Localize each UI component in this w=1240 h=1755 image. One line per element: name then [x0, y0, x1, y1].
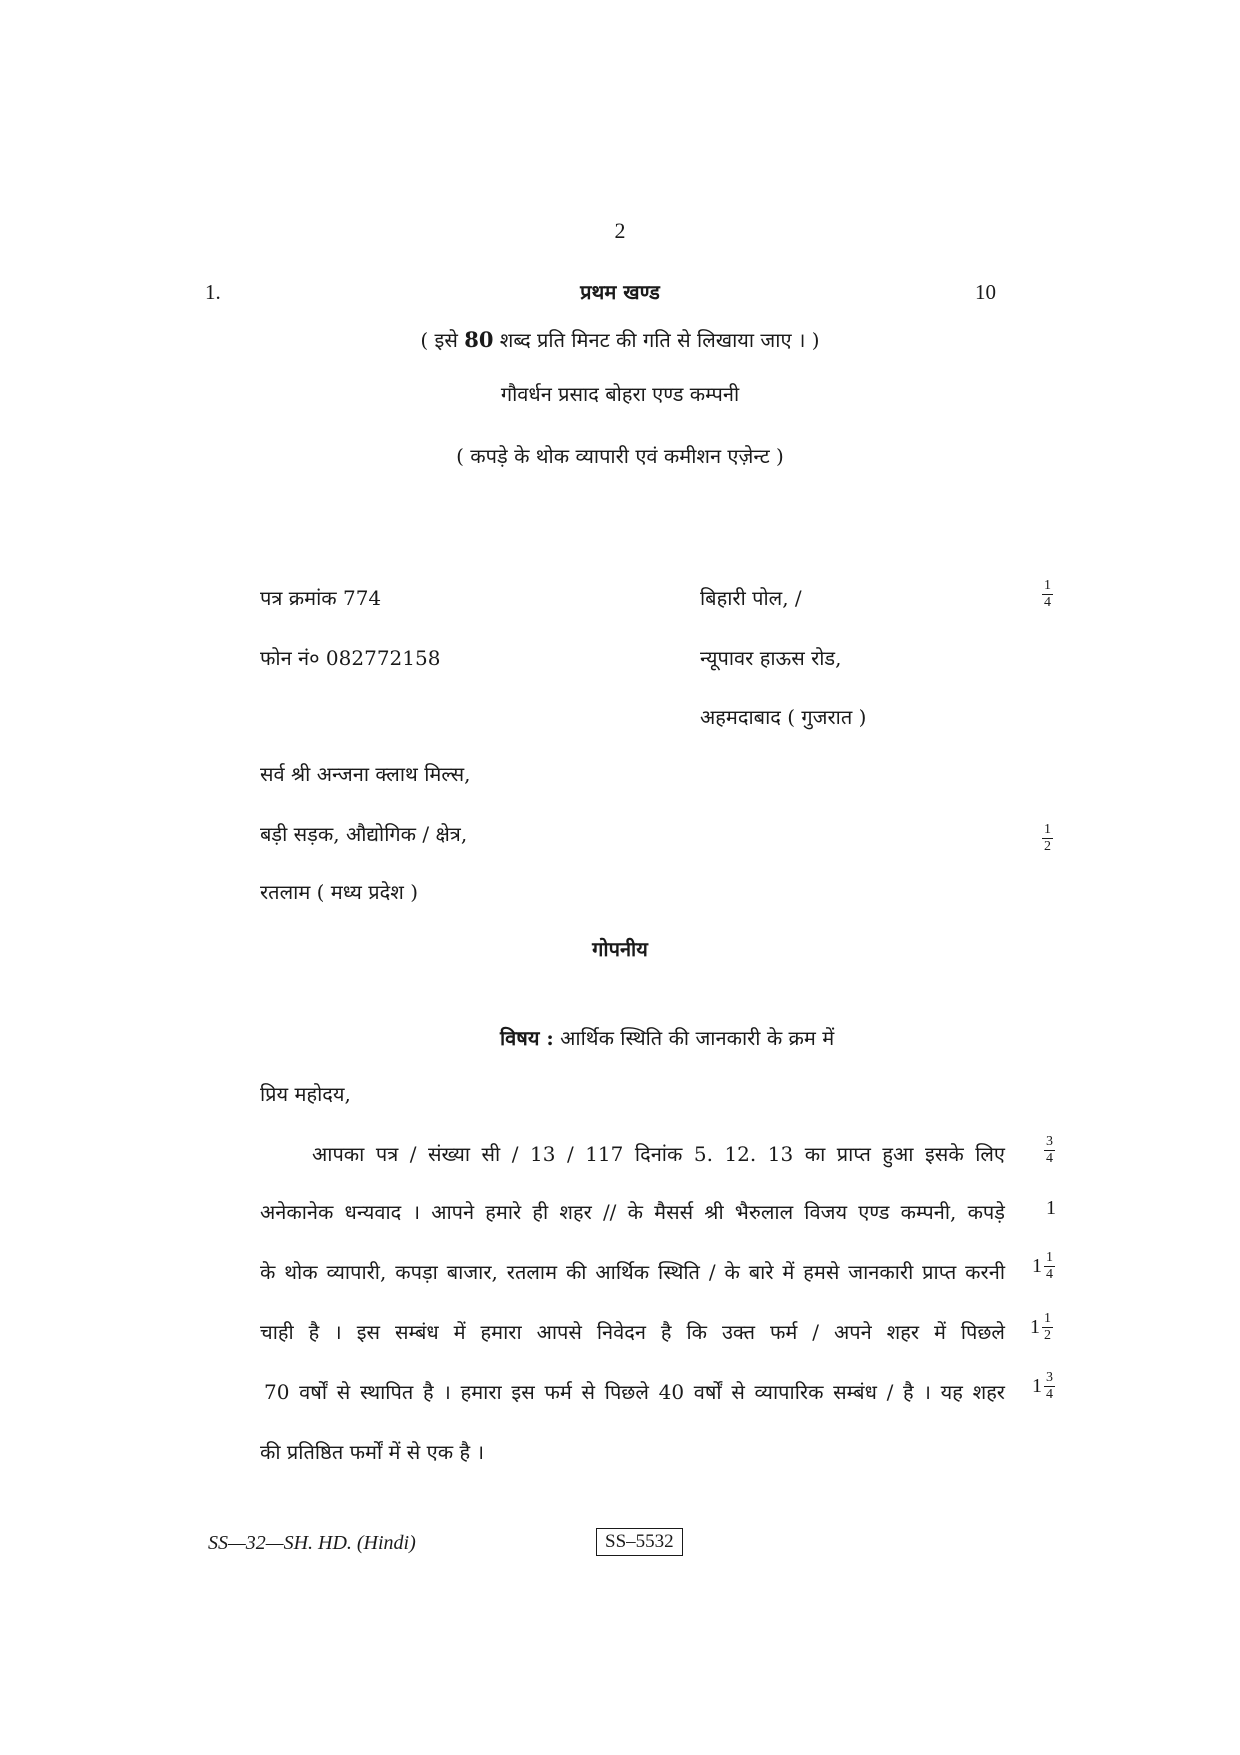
subject-text: आर्थिक स्थिति की जानकारी के क्रम में	[553, 1026, 835, 1050]
sender-address-line-3: अहमदाबाद ( गुजरात )	[700, 705, 867, 729]
margin-mark-6	[1030, 1311, 1053, 1344]
confidential-heading: गोपनीय	[592, 937, 648, 961]
recipient-address-line-1: सर्व श्री अन्जना क्लाथ मिल्स,	[260, 762, 471, 786]
fraction-numerator: 1	[1044, 822, 1051, 837]
fraction-numerator: 3	[1046, 1134, 1053, 1149]
recipient-address-line-3: रतलाम ( मध्य प्रदेश )	[260, 880, 418, 904]
paper-series-box: SS–5532	[596, 1528, 683, 1556]
paragraph-line-3: के थोक व्यापारी, कपड़ा बाजार, रतलाम की आर्थिक स्थिति / के बारे में हमसे जानकारी प्राप्त करनी	[260, 1260, 1005, 1284]
fraction	[1042, 1311, 1053, 1344]
fraction-denominator: 4	[1044, 595, 1051, 610]
paragraph-line-5: 70 वर्षों से स्थापित है । हमारा इस फर्म से पिछले 40 वर्षों से व्यापारिक सम्बंध / है । यह शहर	[264, 1380, 1005, 1404]
margin-mark-1	[1042, 578, 1053, 611]
paper-code: SS—32—SH. HD. (Hindi)	[208, 1532, 416, 1554]
fraction-denominator: 2	[1044, 839, 1051, 854]
fraction-numerator: 1	[1046, 1250, 1053, 1265]
recipient-address-line-2: बड़ी सड़क, औद्योगिक / क्षेत्र,	[260, 822, 468, 846]
page-number: 2	[614, 218, 626, 243]
fraction-denominator: 4	[1046, 1151, 1053, 1166]
subject-label: विषय :	[500, 1026, 554, 1050]
salutation: प्रिय महोदय,	[260, 1082, 351, 1106]
mark-whole: 1	[1046, 1197, 1056, 1219]
dictation-post: शब्द प्रति मिनट की गति से लिखाया जाए । )	[493, 328, 820, 352]
subject-line	[500, 1024, 834, 1051]
mark-whole: 1	[1030, 1316, 1040, 1338]
sender-address-line-1: बिहारी पोल, /	[700, 586, 802, 610]
question-number: 1.	[205, 280, 221, 304]
paragraph-line-2: अनेकानेक धन्यवाद । आपने हमारे ही शहर // के मैसर्स श्री भैरुलाल विजय एण्ड कम्पनी, कपड़े	[260, 1200, 1005, 1224]
section-title: प्रथम खण्ड	[580, 280, 660, 304]
fraction	[1044, 1134, 1055, 1167]
margin-mark-7	[1032, 1370, 1055, 1403]
dictation-instruction	[0, 326, 1240, 353]
dictation-pre: ( इसे	[420, 328, 465, 352]
margin-mark-2	[1042, 822, 1053, 855]
company-business: ( कपड़े के थोक व्यापारी एवं कमीशन एज़ेन्ट )	[456, 444, 784, 468]
question-marks: 10	[975, 280, 996, 304]
margin-mark-4	[1046, 1197, 1058, 1220]
fraction-numerator: 1	[1044, 578, 1051, 593]
dictation-speed: 80	[464, 327, 494, 352]
margin-mark-5	[1032, 1250, 1055, 1283]
paragraph-line-4: चाही है । इस सम्बंध में हमारा आपसे निवेदन है कि उक्त फर्म / अपने शहर में पिछले	[260, 1320, 1005, 1344]
paragraph-line-1: आपका पत्र / संख्या सी / 13 / 117 दिनांक 5. 12. 13 का प्राप्त हुआ इसके लिए	[312, 1142, 1005, 1166]
letter-number: पत्र क्रमांक 774	[260, 586, 382, 610]
fraction	[1044, 1250, 1055, 1283]
mark-whole: 1	[1032, 1375, 1042, 1397]
mark-whole: 1	[1032, 1255, 1042, 1277]
company-name: गौवर्धन प्रसाद बोहरा एण्ड कम्पनी	[500, 382, 740, 406]
fraction-numerator: 3	[1046, 1370, 1053, 1385]
margin-mark-3	[1044, 1134, 1055, 1167]
fraction-numerator: 1	[1044, 1311, 1051, 1326]
phone-number: फोन नं० 082772158	[260, 646, 441, 670]
fraction	[1042, 822, 1053, 855]
fraction	[1044, 1370, 1055, 1403]
sender-address-line-2: न्यूपावर हाऊस रोड,	[700, 646, 842, 670]
paragraph-line-6: की प्रतिष्ठित फर्मों में से एक है ।	[260, 1440, 485, 1464]
fraction	[1042, 578, 1053, 611]
fraction-denominator: 4	[1046, 1267, 1053, 1282]
fraction-denominator: 4	[1046, 1387, 1053, 1402]
fraction-denominator: 2	[1044, 1328, 1051, 1343]
